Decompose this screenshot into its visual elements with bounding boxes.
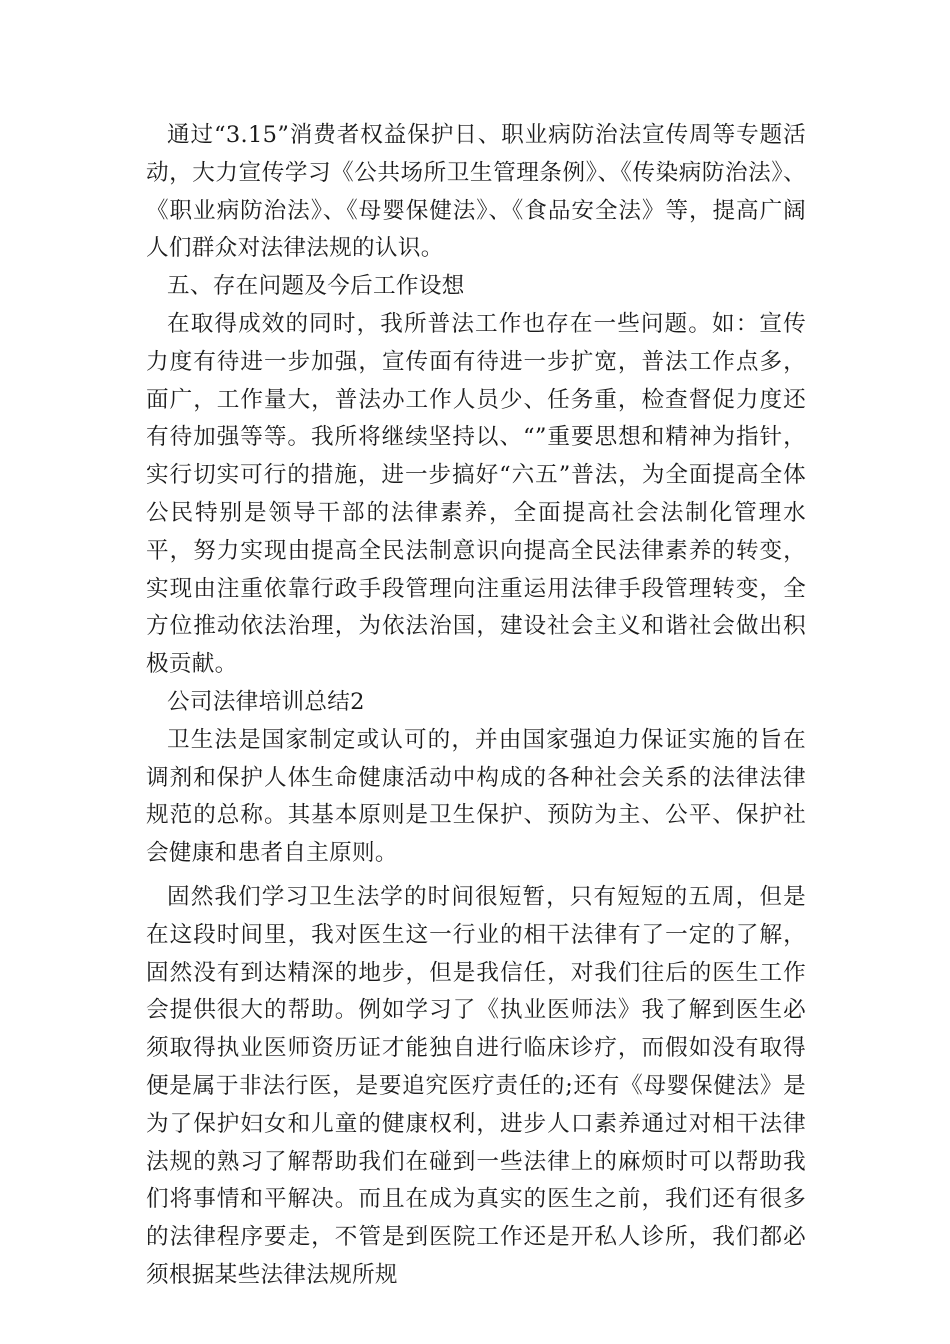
paragraph-problems-plans: 在取得成效的同时，我所普法工作也存在一些问题。如：宣传力度有待进一步加强，宣传面有待进一步扩宽，普法工作点多，面广，工作量大，普法办工作人员少、任务重，检查督促力度还有待加强等等。我所将继续坚持以、“”重要思想和精神为指针，实行切实可行的措施，进一步搞好“六五”普法，为全面提高全体公民特别是领导干部的法律素养，全面提高社会法制化管理水平，努力实现由提高全民法制意识向提高全民法律素养的转变，实现由注重依靠行政手段管理向注重运用法律手段管理转变，全方位推动依法治理，为依法治国，建设社会主义和谐社会做出积极贡献。 [146, 310, 806, 678]
section-heading-problems: 五、存在问题及今后工作设想 [167, 273, 465, 300]
document-page [146, 117, 806, 1295]
paragraph-study-reflection: 固然我们学习卫生法学的时间很短暂，只有短短的五周，但是在这段时间里，我对医生这一行业的相干法律有了一定的了解，固然没有到达精深的地步，但是我信任，对我们往后的医生工作会提供很大的帮助。例如学习了《执业医师法》我了解到医生必须取得执业医师资历证才能独自进行临床诊疗，而假如没有取得便是属于非法行医，是要追究医疗责任的;还有《母婴保健法》是为了保护妇女和儿童的健康权利，进步人口素养通过对相干法律法规的熟习了解帮助我们在碰到一些法律上的麻烦时可以帮助我们将事情和平解决。而且在成为真实的医生之前，我们还有很多的法律程序要走，不管是到医院工作还是开私人诊所，我们都必须根据某些法律法规所规 [146, 883, 806, 1288]
paragraph-health-law-definition: 卫生法是国家制定或认可的，并由国家强迫力保证实施的旨在调剂和保护人体生命健康活动中构成的各种社会关系的法律法律规范的总称。其基本原则是卫生保护、预防为主、公平、保护社会健康和患者自主原则。 [146, 726, 806, 867]
paragraph-consumer-rights: 通过“3.15”消费者权益保护日、职业病防治法宣传周等专题活动，大力宣传学习《公共场所卫生管理条例》、《传染病防治法》、《职业病防治法》、《母婴保健法》、《食品安全法》等，提高广阔人们群众对法律法规的认识。 [146, 122, 806, 262]
section-heading-summary-2: 公司法律培训总结2 [167, 688, 365, 715]
